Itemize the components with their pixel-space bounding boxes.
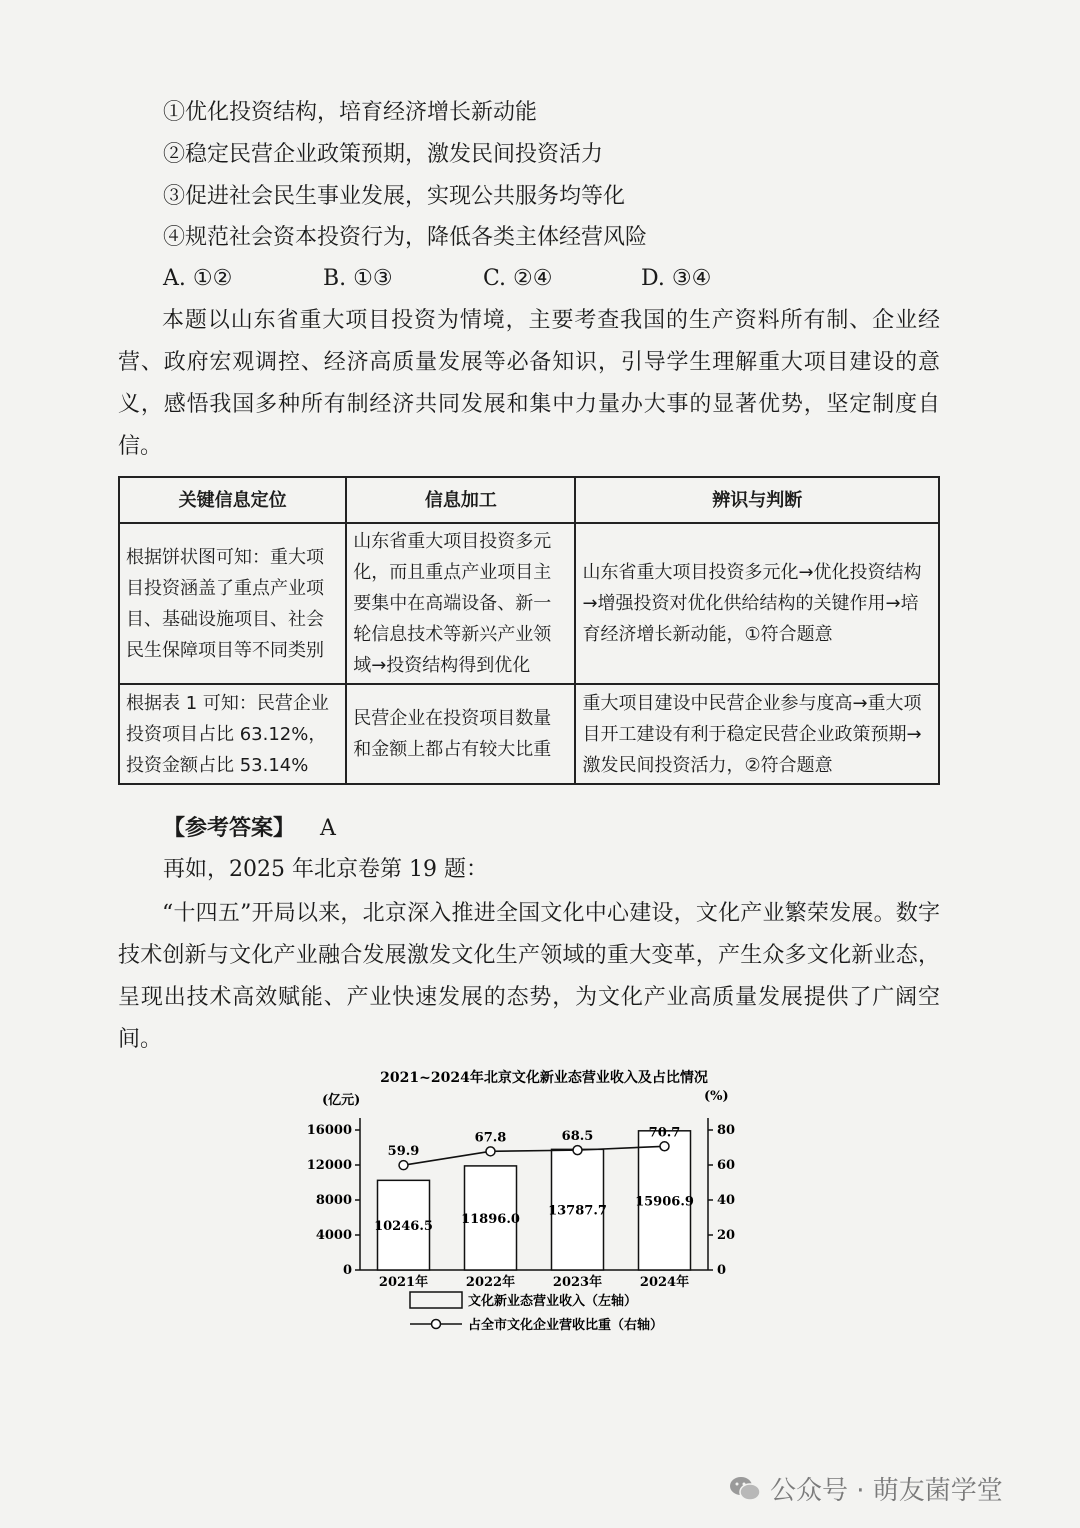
bar-series xyxy=(374,1131,694,1270)
table-row xyxy=(119,523,939,684)
wechat-icon xyxy=(728,1474,762,1504)
bar-value-label: 13787.7 xyxy=(548,1203,607,1219)
table-header: 信息加工 xyxy=(346,477,575,523)
table-cell: 重大项目建设中民营企业参与度高→重大项目开工建设有利于稳定民营企业政策预期→激发民间投资活力，②符合题意 xyxy=(575,684,939,784)
legend-line-marker xyxy=(432,1320,441,1329)
answer-choices xyxy=(163,262,711,296)
analysis-paragraph: 本题以山东省重大项目投资为情境，主要考查我国的生产资料所有制、企业经营、政府宏观调控、经济高质量发展等必备知识，引导学生理解重大项目建设的意义，感悟我国多种所有制经济共同发展和集中力量办大事的显著优势，坚定制度自信。 xyxy=(118,308,940,459)
reference-answer xyxy=(163,812,336,846)
line-point xyxy=(573,1146,582,1155)
share-line xyxy=(404,1146,665,1165)
option-4: ④规范社会资本投资行为，降低各类主体经营风险 xyxy=(163,225,648,250)
line-point xyxy=(486,1147,495,1156)
analysis-table xyxy=(118,476,940,785)
line-value-label: 70.7 xyxy=(648,1125,681,1141)
table-cell: 山东省重大项目投资多元化→优化投资结构→增强投资对优化供给结构的关键作用→培育经济增长新动能，①符合题意 xyxy=(575,523,939,684)
chart-title: 2021~2024年北京文化新业态营业收入及占比情况 xyxy=(380,1070,708,1086)
choice-d: D. ③④ xyxy=(641,266,712,291)
left-tick-label: 4000 xyxy=(315,1228,352,1243)
watermark-text: 公众号 · 萌友菌学堂 xyxy=(770,1476,1003,1506)
right-tick-label: 60 xyxy=(717,1158,736,1173)
line-point xyxy=(399,1161,408,1170)
example-intro: 再如，2025 年北京卷第 19 题： xyxy=(163,857,488,882)
category-label: 2024年 xyxy=(639,1275,690,1290)
line-series xyxy=(388,1125,681,1169)
right-tick-label: 20 xyxy=(717,1228,736,1243)
left-tick-label: 0 xyxy=(342,1263,352,1278)
table-row xyxy=(119,684,939,784)
right-axis-ticks xyxy=(708,1123,735,1278)
choice-b: B. ①③ xyxy=(323,266,393,291)
table-header: 辨识与判断 xyxy=(575,477,939,523)
line-value-label: 67.8 xyxy=(474,1130,507,1146)
bar-value-label: 11896.0 xyxy=(461,1211,520,1227)
category-label: 2021年 xyxy=(378,1275,429,1290)
left-axis-unit: (亿元) xyxy=(322,1093,361,1108)
example-paragraph: “十四五”开局以来，北京深入推进全国文化中心建设，文化产业繁荣发展。数字技术创新与文化产业融合发展激发文化生产领域的重大变革，产生众多文化新业态，呈现出技术高效赋能、产业快速发展的态势，为文化产业高质量发展提供了广阔空间。 xyxy=(118,901,940,1052)
choice-a: A. ①② xyxy=(163,266,233,291)
line-point xyxy=(660,1142,669,1151)
table-cell: 根据饼状图可知：重大项目投资涵盖了重点产业项目、基础设施项目、社会民生保障项目等不同类别 xyxy=(119,523,346,684)
legend-bar-swatch xyxy=(410,1292,462,1308)
line-value-label: 59.9 xyxy=(387,1144,420,1160)
bar-value-label: 10246.5 xyxy=(374,1219,433,1235)
category-label: 2023年 xyxy=(552,1275,603,1290)
table-cell: 山东省重大项目投资多元化，而且重点产业项目主要集中在高端设备、新一轮信息技术等新兴产业领域→投资结构得到优化 xyxy=(346,523,575,684)
category-label: 2022年 xyxy=(465,1275,516,1290)
left-tick-label: 8000 xyxy=(315,1193,352,1208)
category-labels xyxy=(379,1274,689,1290)
left-axis-ticks xyxy=(307,1123,360,1278)
answer-value: A xyxy=(320,816,336,841)
revenue-chart xyxy=(300,1058,780,1338)
watermark xyxy=(728,1470,1003,1507)
legend-bar-label: 文化新业态营业收入（左轴） xyxy=(468,1294,638,1309)
option-3: ③促进社会民生事业发展，实现公共服务均等化 xyxy=(163,184,626,209)
answer-label: 【参考答案】 xyxy=(163,816,296,841)
table-cell: 根据表 1 可知：民营企业投资项目占比 63.12%，投资金额占比 53.14% xyxy=(119,684,346,784)
option-1: ①优化投资结构，培育经济增长新动能 xyxy=(163,100,538,125)
legend-line-label: 占全市文化企业营收比重（右轴） xyxy=(468,1318,664,1333)
right-tick-label: 40 xyxy=(717,1193,736,1208)
left-tick-label: 16000 xyxy=(306,1123,352,1138)
option-2: ②稳定民营企业政策预期，激发民间投资活力 xyxy=(163,142,604,167)
right-tick-label: 0 xyxy=(717,1263,727,1278)
line-value-label: 68.5 xyxy=(561,1129,594,1145)
right-tick-label: 80 xyxy=(717,1123,736,1138)
choice-c: C. ②④ xyxy=(483,266,553,291)
bar-value-label: 15906.9 xyxy=(635,1194,694,1210)
table-cell: 民营企业在投资项目数量和金额上都占有较大比重 xyxy=(346,684,575,784)
left-tick-label: 12000 xyxy=(306,1158,352,1173)
table-header: 关键信息定位 xyxy=(119,477,346,523)
right-axis-unit: (%) xyxy=(704,1089,729,1104)
